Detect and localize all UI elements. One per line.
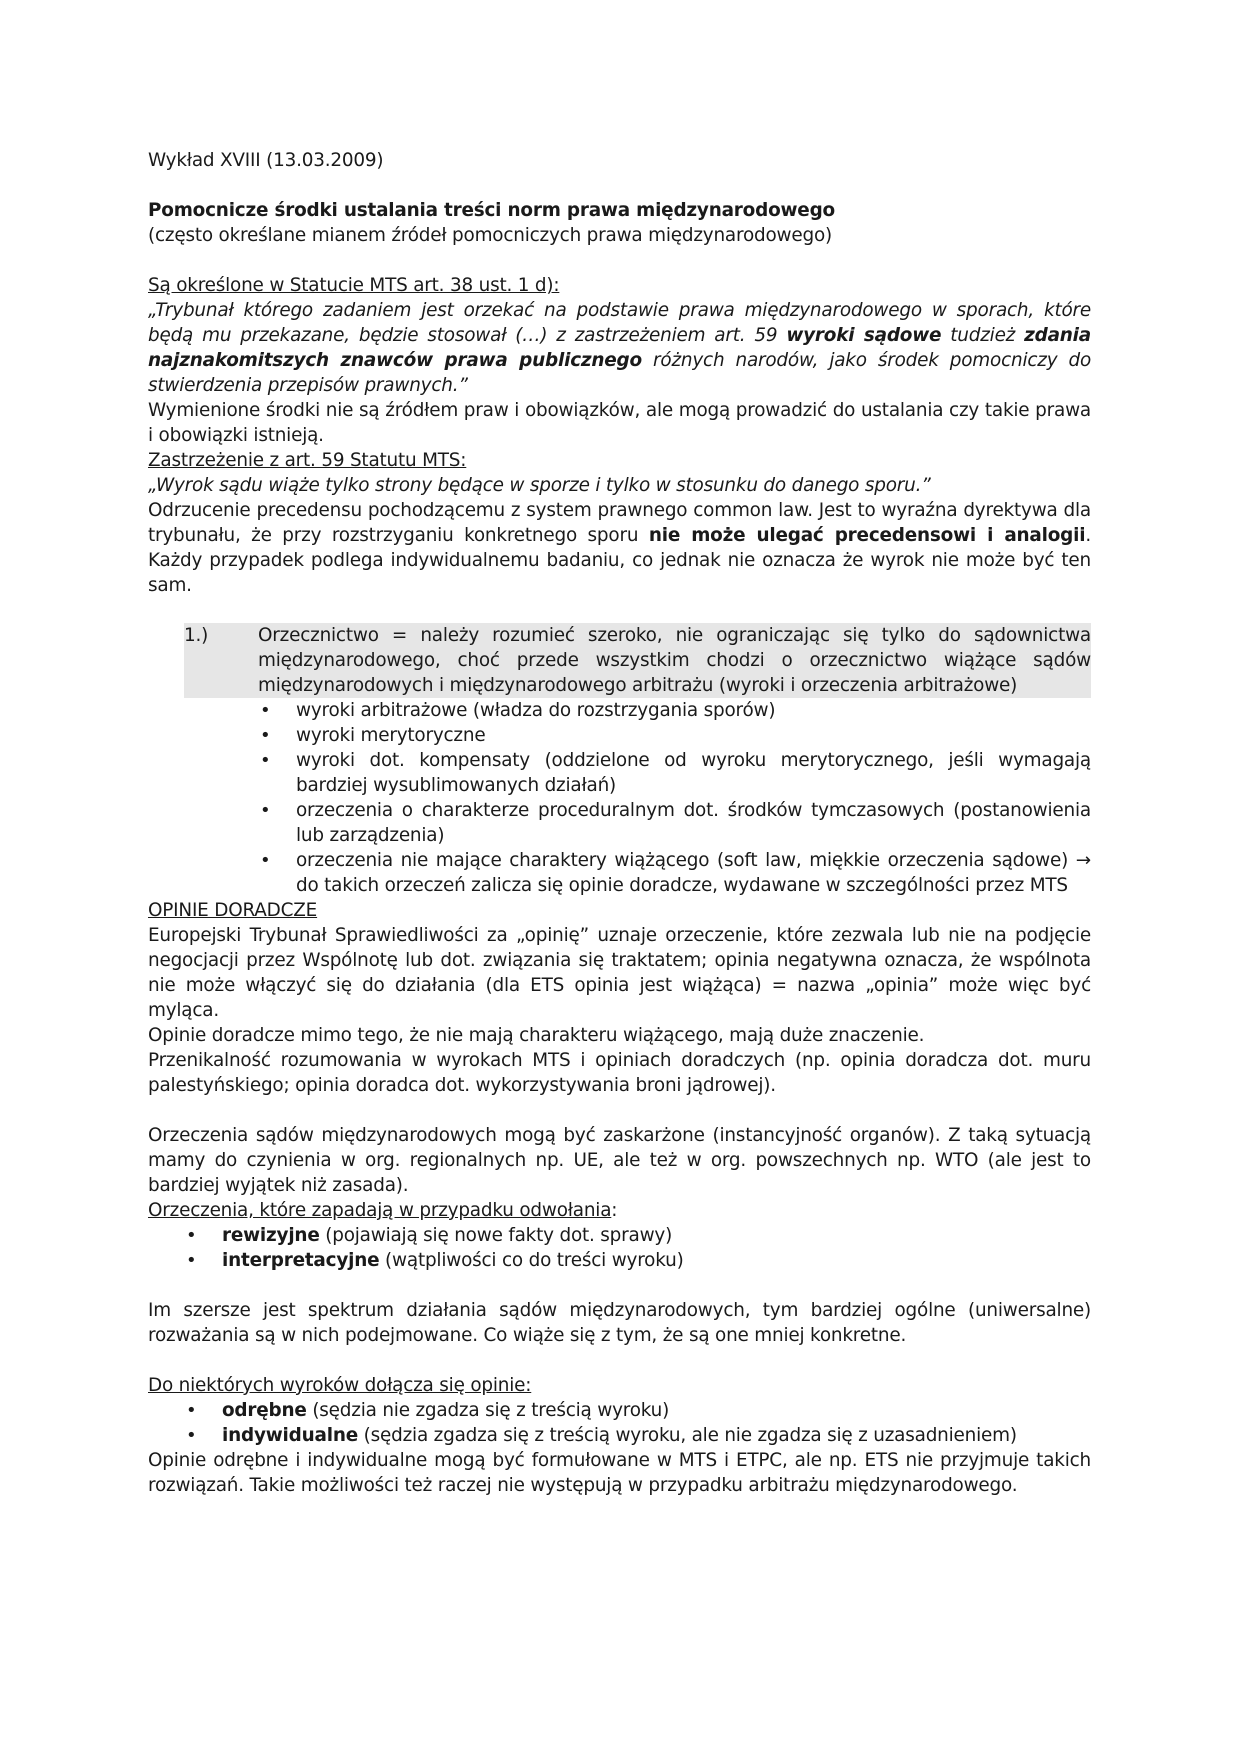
section-heading-opinie: OPINIE DORADCZE bbox=[148, 900, 318, 921]
section-heading-appeal: Orzeczenia, które zapadają w przypadku odwołania: bbox=[148, 1200, 618, 1221]
section-heading-opinions-attached: Do niektórych wyroków dołącza się opinie: bbox=[148, 1375, 532, 1396]
opinie-paragraph-2: Opinie doradcze mimo tego, że nie mają charakteru wiążącego, mają duże znaczenie. bbox=[148, 1025, 925, 1046]
numbered-list bbox=[148, 623, 1091, 698]
art59-comment: Odrzucenie precedensu pochodzącemu z system prawnego common law. Jest to wyraźna dyrektywa dla trybunału, że przy rozstrzyganiu konkretnego sporu nie może ulegać precedensowi i analogii. Każdy przypadek podlega indywidualnemu badaniu, co jednak nie oznacza że wyrok nie może być ten sam. bbox=[148, 500, 1091, 596]
list-item: • wyroki merytoryczne bbox=[260, 725, 486, 746]
list-item: • odrębne (sędzia nie zgadza się z treścią wyroku) bbox=[186, 1400, 670, 1421]
appeal-paragraph: Orzeczenia sądów międzynarodowych mogą być zaskarżone (instancyjność organów). Z taką sytuacją mamy do czynienia w org. regionalnych np. UE, ale też w org. powszechnych np. WTO (ale jest to bardziej wyjątek niż zasada). bbox=[148, 1125, 1091, 1196]
spectrum-paragraph: Im szersze jest spektrum działania sądów międzynarodowych, tym bardziej ogólne (uniwersalne) rozważania są w nich podejmowane. Co wiąże się z tym, że są one mniej konkretne. bbox=[148, 1300, 1091, 1346]
art59-quote: „Wyrok sądu wiąże tylko strony będące w sporze i tylko w stosunku do danego sporu.” bbox=[148, 475, 931, 496]
bullet-icon: • bbox=[260, 750, 271, 771]
bullet-icon: • bbox=[260, 850, 271, 871]
opinie-paragraph-3: Przenikalność rozumowania w wyrokach MTS i opiniach doradczych (np. opinia doradcza dot. muru palestyńskiego; opinia doradca dot. wykorzystywania broni jądrowej). bbox=[148, 1050, 1091, 1096]
bullet-icon: • bbox=[186, 1400, 197, 1421]
section-heading-art59: Zastrzeżenie z art. 59 Statutu MTS: bbox=[148, 450, 467, 471]
list-item: • wyroki arbitrażowe (władza do rozstrzygania sporów) bbox=[260, 700, 776, 721]
bullet-icon: • bbox=[260, 800, 271, 821]
list-item: • rewizyjne (pojawiają się nowe fakty dot. sprawy) bbox=[186, 1225, 673, 1246]
orzecznictwo-bullets bbox=[148, 698, 1091, 898]
opinie-paragraph-1: Europejski Trybunał Sprawiedliwości za „opinię” uznaje orzeczenie, które zezwala lub nie na podjęcie negocjacji przez Wspólnotę lub dot. związania się traktatem; opinia negatywna oznacza, że wspólnota nie może włączyć się do działania (dla ETS opinia jest wiążąca) = nazwa „opinia” może więc być myląca. bbox=[148, 925, 1091, 1021]
bullet-icon: • bbox=[186, 1225, 197, 1246]
opinions-bullets bbox=[148, 1398, 1091, 1448]
list-item: • orzeczenia nie mające charaktery wiążącego (soft law, miękkie orzeczenia sądowe) → do takich orzeczeń zalicza się opinie doradcze, wydawane w szczególności przez MTS bbox=[260, 850, 1091, 896]
list-item: • indywidualne (sędzia zgadza się z treścią wyroku, ale nie zgadza się z uzasadnieniem) bbox=[186, 1425, 1017, 1446]
bullet-icon: • bbox=[260, 725, 271, 746]
statute-quote: „Trybunał którego zadaniem jest orzekać na podstawie prawa międzynarodowego w sporach, które będą mu przekazane, będzie stosował (…) z zastrzeżeniem art. 59 wyroki sądowe tudzież zdania najznakomitszych znawców prawa publicznego różnych narodów, jako środek pomocniczy do stwierdzenia przepisów prawnych.” bbox=[148, 300, 1091, 396]
list-item-orzecznictwo: 1.) Orzecznictwo = należy rozumieć szeroko, nie ograniczając się tylko do sądownictwa międzynarodowego, choć przede wszystkim chodzi o orzecznictwo wiążące sądów międzynarodowych i międzynarodowego arbitrażu (wyroki i orzeczenia arbitrażowe) bbox=[184, 625, 1091, 696]
list-item: • wyroki dot. kompensaty (oddzielone od wyroku merytorycznego, jeśli wymagają bardziej wysublimowanych działań) bbox=[260, 750, 1091, 796]
lecture-header: Wykład XVIII (13.03.2009) bbox=[148, 150, 384, 171]
list-item: • orzeczenia o charakterze proceduralnym dot. środków tymczasowych (postanowienia lub zarządzenia) bbox=[260, 800, 1091, 846]
list-item: • interpretacyjne (wątpliwości co do treści wyroku) bbox=[186, 1250, 684, 1271]
statute-comment: Wymienione środki nie są źródłem praw i obowiązków, ale mogą prowadzić do ustalania czy takie prawa i obowiązki istnieją. bbox=[148, 400, 1091, 446]
page-title: Pomocnicze środki ustalania treści norm prawa międzynarodowego bbox=[148, 200, 835, 221]
list-number: 1.) bbox=[184, 625, 209, 646]
document-page bbox=[148, 148, 1091, 1498]
appeal-bullets bbox=[148, 1223, 1091, 1273]
page-subtitle: (często określane mianem źródeł pomocniczych prawa międzynarodowego) bbox=[148, 225, 832, 246]
section-heading-statute: Są określone w Statucie MTS art. 38 ust. 1 d): bbox=[148, 275, 560, 296]
closing-paragraph: Opinie odrębne i indywidualne mogą być formułowane w MTS i ETPC, ale np. ETS nie przyjmuje takich rozwiązań. Takie możliwości też raczej nie występują w przypadku arbitrażu międzynarodowego. bbox=[148, 1450, 1091, 1496]
bullet-icon: • bbox=[186, 1250, 197, 1271]
bullet-icon: • bbox=[186, 1425, 197, 1446]
bullet-icon: • bbox=[260, 700, 271, 721]
